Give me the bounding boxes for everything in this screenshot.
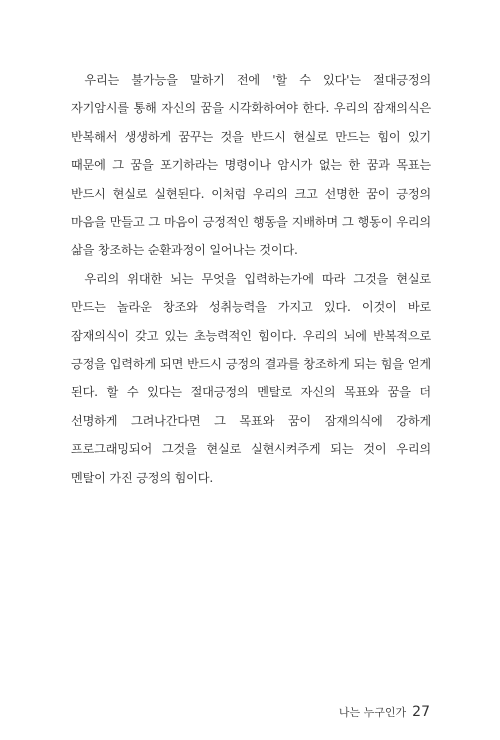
paragraph-1: 우리는 불가능을 말하기 전에 '할 수 있다'는 절대긍정의 자기암시를 통해 자신의 꿈을 시각화하여야 한다. 우리의 잠재의식은 반복해서 생생하게 꿈꾸는 것을 반드시 현실로 만드는 힘이 있기 때문에 그 꿈을 포기하라는 명령이나 암시가 없는 한 꿈과 목표는 반드시 현실로 실현된다. 이처럼 우리의 크고 선명한 꿈이 긍정의 마음을 만들고 그 마음이 긍정적인 행동을 지배하며 그 행동이 우리의 삶을 창조하는 순환과정이 일어나는 것이다. — [71, 73, 431, 258]
body-text — [71, 66, 431, 492]
page-footer — [339, 704, 430, 720]
running-head: 나는 누구인가 — [338, 706, 407, 719]
page-number: 27 — [412, 704, 430, 720]
paragraph-2: 우리의 위대한 뇌는 무엇을 입력하는가에 따라 그것을 현실로 만드는 놀라운 창조와 성취능력을 가지고 있다. 이것이 바로 잠재의식이 갖고 있는 초능력적인 힘이다. 우리의 뇌에 반복적으로 긍정을 입력하게 되면 반드시 긍정의 결과를 창조하게 되는 힘을 얻게 된다. 할 수 있다는 절대긍정의 멘탈로 자신의 목표와 꿈을 더 선명하게 그려나간다면 그 목표와 꿈이 잠재의식에 강하게 프로그래밍되어 그것을 현실로 실현시켜주게 되는 것이 우리의 멘탈이 가진 긍정의 힘이다. — [71, 271, 431, 485]
